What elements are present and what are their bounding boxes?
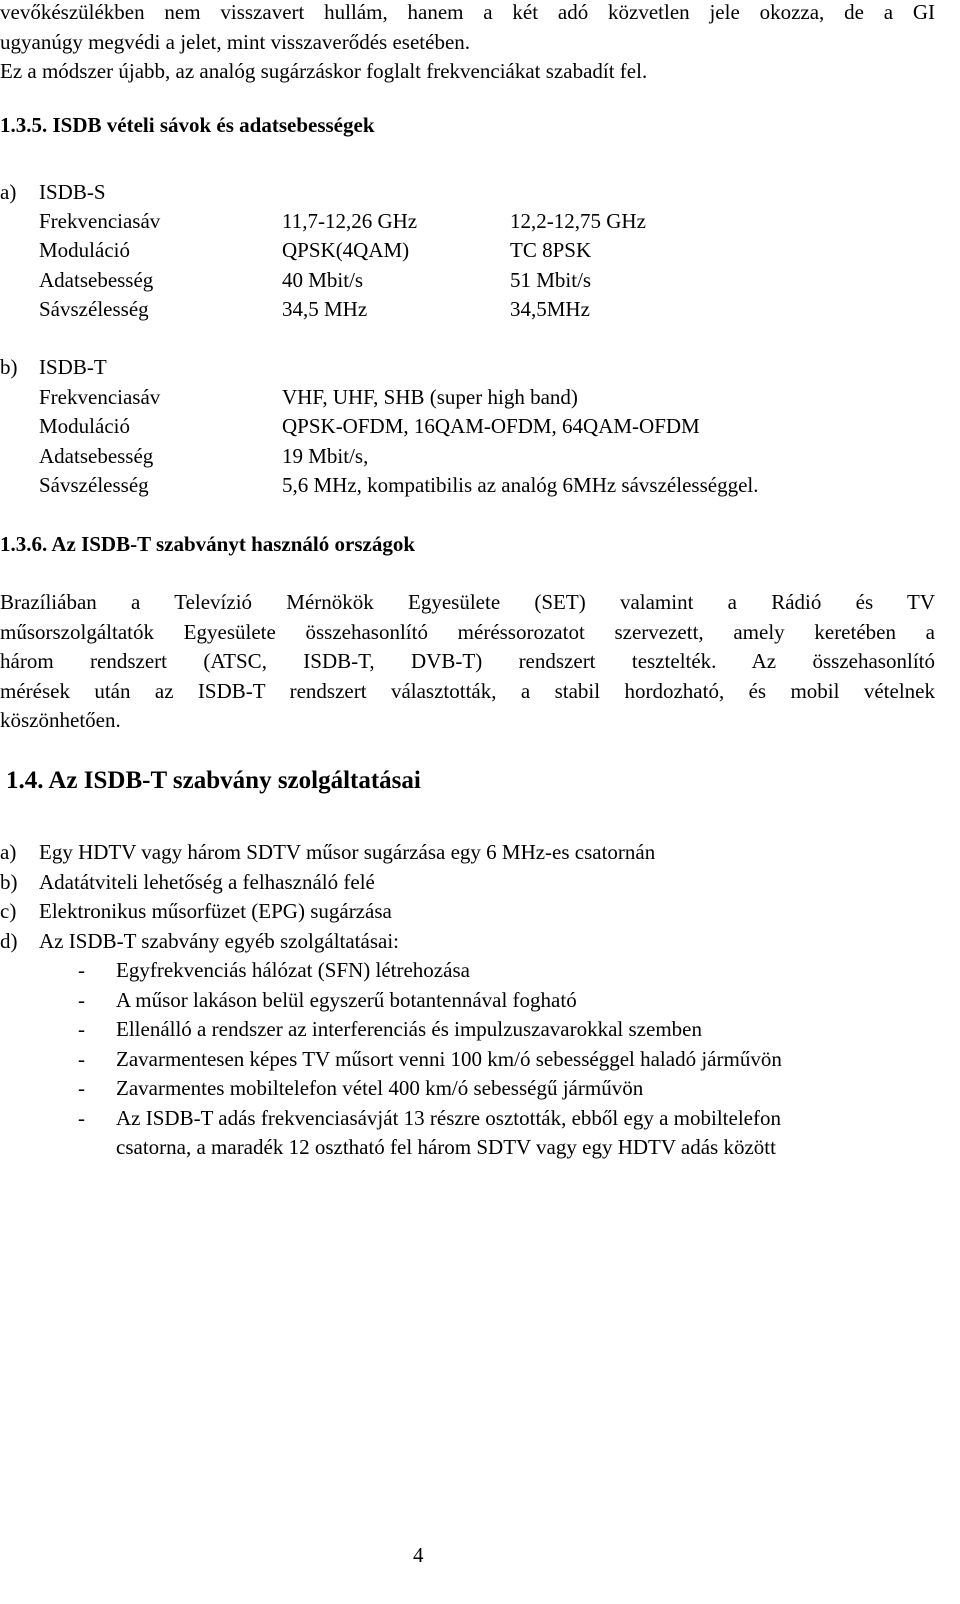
service-marker-b: b) bbox=[0, 870, 18, 894]
isdb-t-marker: b) bbox=[0, 355, 18, 379]
service-item-c: Elektronikus műsorfüzet (EPG) sugárzása bbox=[39, 899, 392, 923]
isdb-s-label-freq: Frekvenciasáv bbox=[39, 209, 161, 233]
isdb-t-mod: QPSK-OFDM, 16QAM-OFDM, 64QAM-OFDM bbox=[282, 414, 700, 438]
isdb-t-rate: 19 Mbit/s, bbox=[282, 444, 369, 468]
service-item-b: Adatátviteli lehetőség a felhasználó felé bbox=[39, 870, 375, 894]
isdb-t-bw: 5,6 MHz, kompatibilis az analóg 6MHz sávszélességgel. bbox=[282, 473, 759, 497]
subitem-2: A műsor lakáson belül egyszerű botantennával fogható bbox=[116, 988, 577, 1012]
isdb-s-label-rate: Adatsebesség bbox=[39, 268, 154, 292]
isdb-t-label-rate: Adatsebesség bbox=[39, 444, 154, 468]
service-item-d: Az ISDB-T szabvány egyéb szolgáltatásai: bbox=[39, 929, 400, 953]
intro-line-2: ugyanúgy megvédi a jelet, mint visszaverődés esetében. bbox=[0, 30, 471, 54]
intro-line-3: Ez a módszer újabb, az analóg sugárzáskor foglalt frekvenciákat szabadít fel. bbox=[0, 59, 648, 83]
page-number: 4 bbox=[413, 1543, 424, 1567]
subitem-dash-5: - bbox=[78, 1076, 85, 1100]
subitem-dash-4: - bbox=[78, 1047, 85, 1071]
paragraph-line-4: mérések után az ISDB-T rendszert választották, a stabil hordozható, és mobil vételnek bbox=[0, 679, 935, 703]
subitem-4: Zavarmentesen képes TV műsort venni 100 km/ó sebességgel haladó járművön bbox=[116, 1047, 782, 1071]
subitem-6-continuation: csatorna, a maradék 12 osztható fel három SDTV vagy egy HDTV adás között bbox=[116, 1135, 776, 1159]
isdb-s-marker: a) bbox=[0, 180, 17, 204]
isdb-s-bw-2: 34,5MHz bbox=[510, 297, 590, 321]
subitem-dash-2: - bbox=[78, 988, 85, 1012]
isdb-s-bw-1: 34,5 MHz bbox=[282, 297, 368, 321]
isdb-s-label-bw: Sávszélesség bbox=[39, 297, 149, 321]
service-marker-a: a) bbox=[0, 840, 17, 864]
section-135-heading: 1.3.5. ISDB vételi sávok és adatsebességek bbox=[0, 113, 375, 137]
isdb-s-mod-2: TC 8PSK bbox=[510, 238, 592, 262]
service-marker-d: d) bbox=[0, 929, 18, 953]
isdb-s-label-mod: Moduláció bbox=[39, 238, 130, 262]
paragraph-line-5: köszönhetően. bbox=[0, 708, 121, 732]
service-item-a: Egy HDTV vagy három SDTV műsor sugárzása egy 6 MHz-es csatornán bbox=[39, 840, 656, 864]
isdb-s-mod-1: QPSK(4QAM) bbox=[282, 238, 410, 262]
isdb-t-title: ISDB-T bbox=[39, 355, 107, 379]
service-marker-c: c) bbox=[0, 899, 17, 923]
isdb-t-label-mod: Moduláció bbox=[39, 414, 130, 438]
intro-line-1: vevőkészülékben nem visszavert hullám, hanem a két adó közvetlen jele okozza, de a GI bbox=[0, 0, 935, 24]
isdb-s-freq-1: 11,7-12,26 GHz bbox=[282, 209, 418, 233]
section-14-heading: 1.4. Az ISDB-T szabvány szolgáltatásai bbox=[6, 767, 421, 794]
isdb-s-rate-2: 51 Mbit/s bbox=[510, 268, 592, 292]
paragraph-line-3: három rendszert (ATSC, ISDB-T, DVB-T) rendszert tesztelték. Az összehasonlító bbox=[0, 649, 935, 673]
paragraph-line-1: Brazíliában a Televízió Mérnökök Egyesülete (SET) valamint a Rádió és TV bbox=[0, 590, 935, 614]
subitem-3: Ellenálló a rendszer az interferenciás és impulzuszavarokkal szemben bbox=[116, 1017, 702, 1041]
isdb-s-title: ISDB-S bbox=[39, 180, 106, 204]
isdb-t-freq: VHF, UHF, SHB (super high band) bbox=[282, 385, 578, 409]
subitem-6: Az ISDB-T adás frekvenciasávját 13 részre osztották, ebből egy a mobiltelefon bbox=[116, 1106, 781, 1130]
subitem-dash-1: - bbox=[78, 958, 85, 982]
isdb-s-rate-1: 40 Mbit/s bbox=[282, 268, 364, 292]
isdb-s-freq-2: 12,2-12,75 GHz bbox=[510, 209, 646, 233]
subitem-dash-6: - bbox=[78, 1106, 85, 1130]
subitem-1: Egyfrekvenciás hálózat (SFN) létrehozása bbox=[116, 958, 470, 982]
isdb-t-label-bw: Sávszélesség bbox=[39, 473, 149, 497]
subitem-dash-3: - bbox=[78, 1017, 85, 1041]
subitem-5: Zavarmentes mobiltelefon vétel 400 km/ó sebességű járművön bbox=[116, 1076, 644, 1100]
isdb-t-label-freq: Frekvenciasáv bbox=[39, 385, 161, 409]
section-136-heading: 1.3.6. Az ISDB-T szabványt használó országok bbox=[0, 532, 415, 556]
paragraph-line-2: műsorszolgáltatók Egyesülete összehasonlító méréssorozatot szervezett, amely keretében a bbox=[0, 620, 935, 644]
